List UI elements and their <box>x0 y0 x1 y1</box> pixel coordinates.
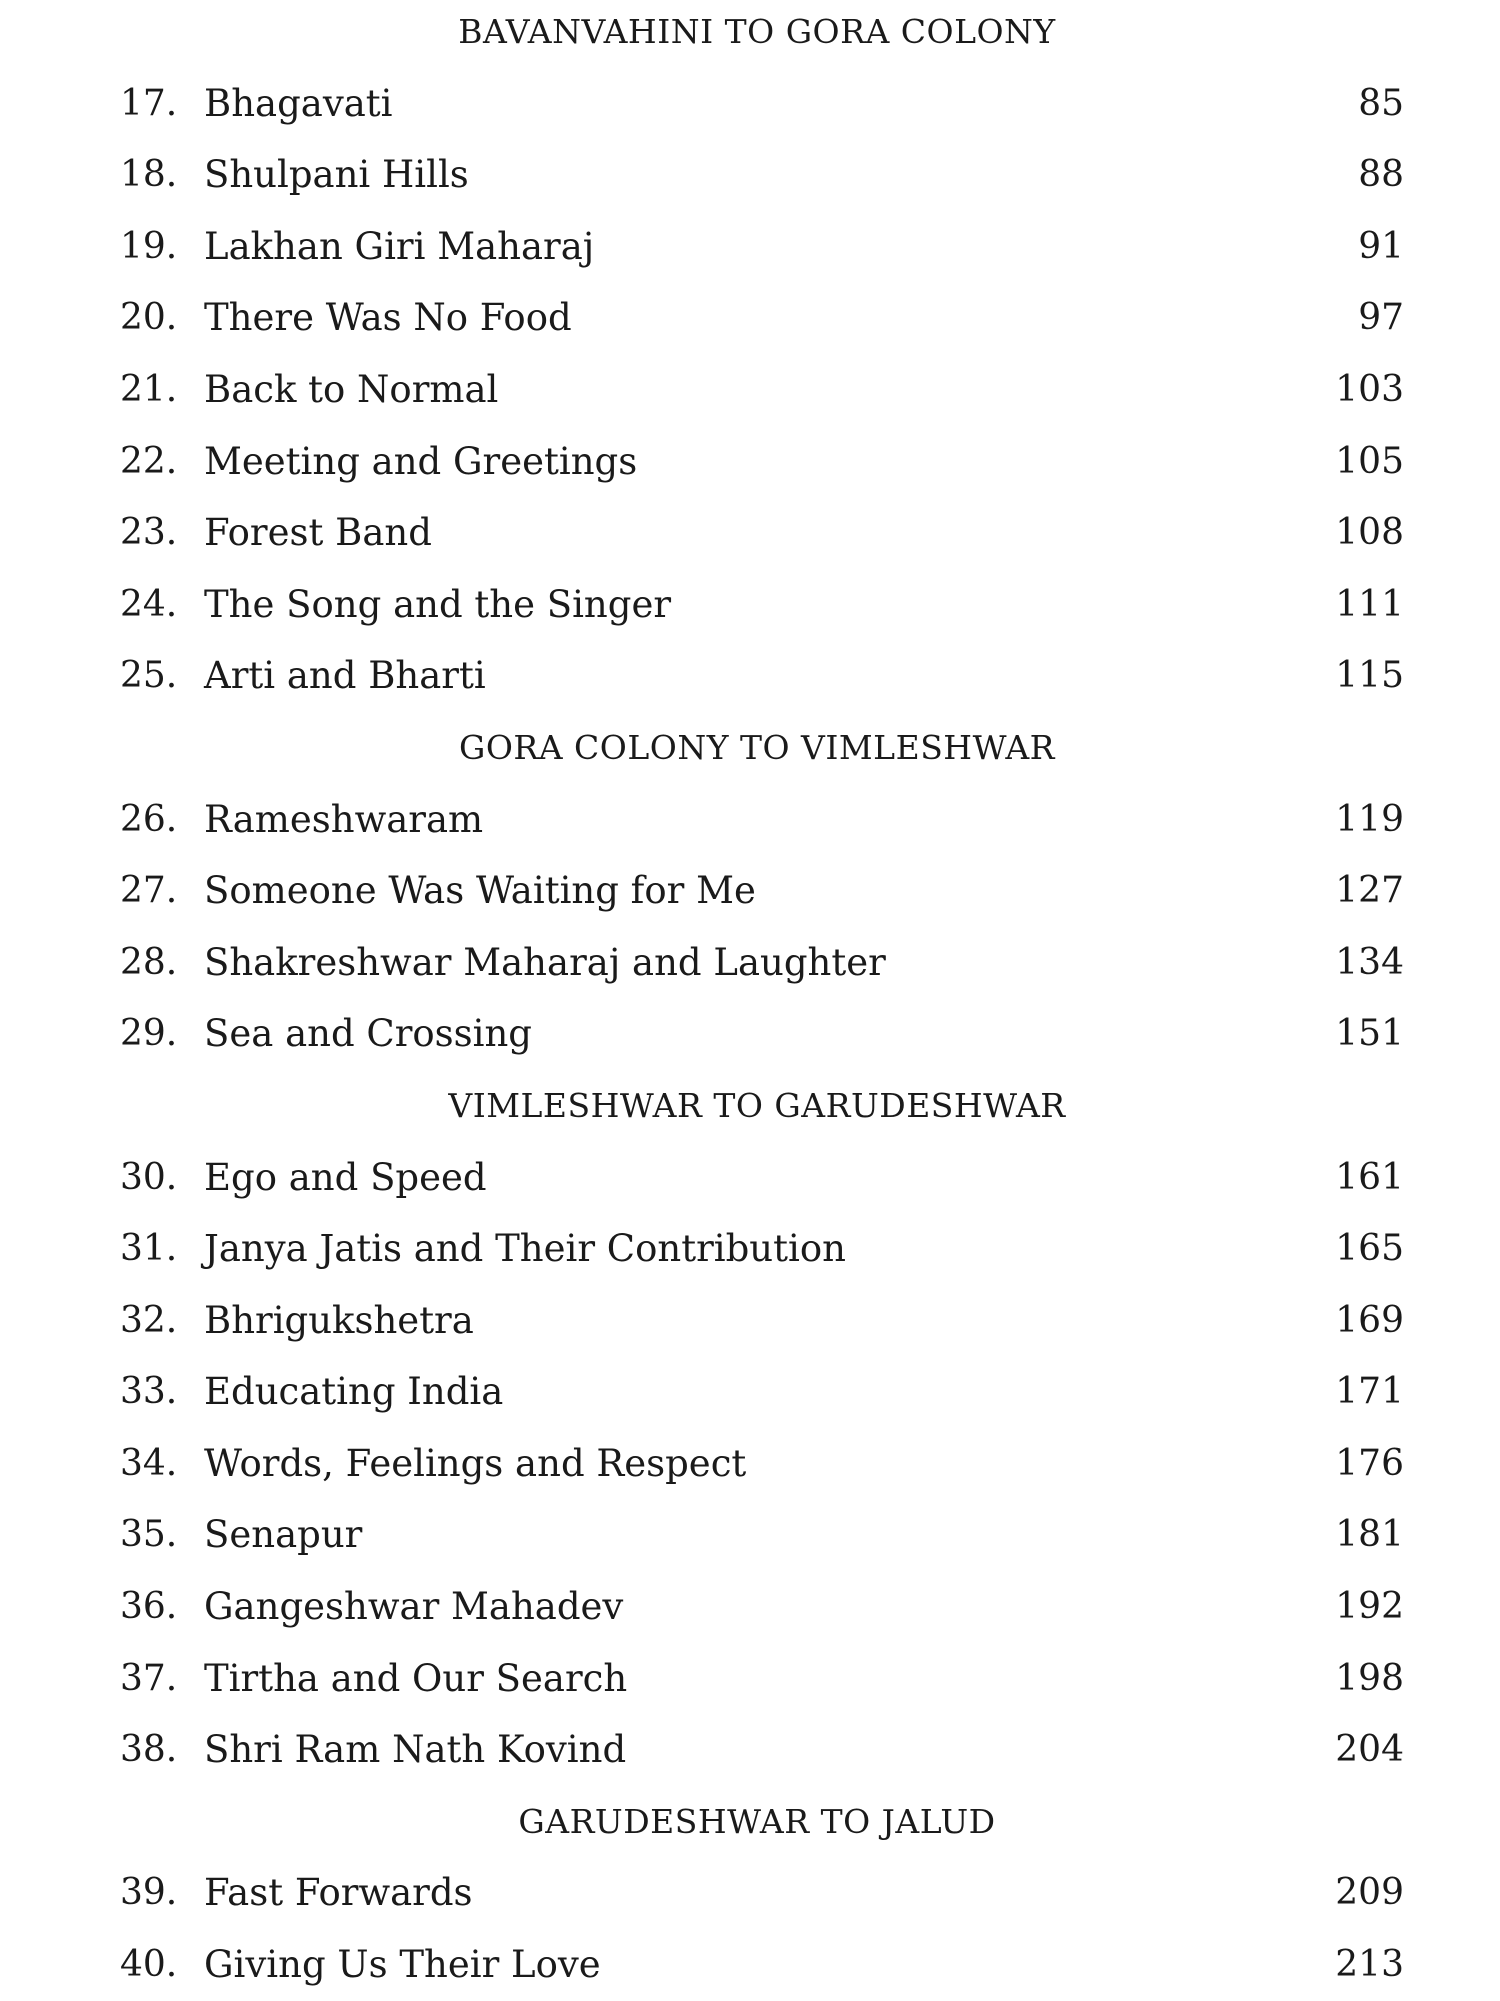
page-number: 97 <box>1358 297 1404 339</box>
chapter-number: 39. <box>120 1872 178 1914</box>
chapter-title: Bhagavati <box>204 81 393 125</box>
toc-entry <box>0 68 1500 140</box>
chapter-number: 38. <box>120 1729 178 1771</box>
chapter-title: Forest Band <box>204 511 432 555</box>
toc-entry <box>0 1142 1500 1214</box>
toc-entry <box>0 1857 1500 1929</box>
toc-entry <box>0 569 1500 641</box>
page-number: 91 <box>1358 225 1404 267</box>
chapter-number: 33. <box>120 1371 178 1413</box>
toc-entry <box>0 1499 1500 1571</box>
chapter-number: 32. <box>120 1299 178 1341</box>
chapter-title: Shakreshwar Maharaj and Laughter <box>204 940 886 984</box>
chapter-title: Tirtha and Our Search <box>204 1656 628 1700</box>
chapter-title: Ego and Speed <box>204 1155 487 1199</box>
chapter-title: Educating India <box>204 1370 504 1414</box>
chapter-number: 29. <box>120 1013 178 1055</box>
chapter-title: Sea and Crossing <box>204 1012 532 1056</box>
section-heading: GARUDESHWAR TO JALUD <box>518 1801 996 1841</box>
toc-entry <box>0 497 1500 569</box>
page-number: 134 <box>1335 941 1404 983</box>
chapter-number: 18. <box>120 154 178 196</box>
chapter-title: There Was No Food <box>204 296 572 340</box>
chapter-number: 30. <box>120 1156 178 1198</box>
page-number: 115 <box>1335 655 1404 697</box>
page-number: 213 <box>1335 1944 1404 1986</box>
chapter-number: 25. <box>120 655 178 697</box>
chapter-number: 21. <box>120 368 178 410</box>
page-number: 108 <box>1335 512 1404 554</box>
section-heading: VIMLESHWAR TO GARUDESHWAR <box>448 1085 1066 1125</box>
page-number: 103 <box>1335 368 1404 410</box>
toc-entry <box>0 1571 1500 1643</box>
chapter-title: Janya Jatis and Their Contribution <box>204 1227 846 1271</box>
chapter-number: 40. <box>120 1944 178 1986</box>
chapter-number: 35. <box>120 1514 178 1556</box>
toc-entry <box>0 640 1500 712</box>
chapter-title: Fast Forwards <box>204 1871 473 1915</box>
chapter-title: Giving Us Their Love <box>204 1943 601 1987</box>
chapter-number: 17. <box>120 82 178 124</box>
page-number: 119 <box>1335 798 1404 840</box>
toc-entry <box>0 139 1500 211</box>
toc-entry <box>0 426 1500 498</box>
toc-entry <box>0 282 1500 354</box>
page-number: 181 <box>1335 1514 1404 1556</box>
chapter-number: 27. <box>120 870 178 912</box>
chapter-number: 22. <box>120 440 178 482</box>
chapter-title: Senapur <box>204 1513 363 1557</box>
page-number: 105 <box>1335 440 1404 482</box>
chapter-title: Shulpani Hills <box>204 153 469 197</box>
toc-entry <box>0 1428 1500 1500</box>
section-heading: BAVANVAHINI TO GORA COLONY <box>458 12 1056 51</box>
chapter-number: 23. <box>120 512 178 554</box>
toc-entry <box>0 1714 1500 1786</box>
page-number: 171 <box>1335 1371 1404 1413</box>
chapter-number: 19. <box>120 225 178 267</box>
chapter-title: Shri Ram Nath Kovind <box>204 1728 627 1772</box>
page-number: 85 <box>1358 82 1404 124</box>
toc-entry <box>0 211 1500 283</box>
chapter-title: The Song and the Singer <box>204 582 672 626</box>
page-number: 176 <box>1335 1442 1404 1484</box>
chapter-title: Bhrigukshetra <box>204 1298 474 1342</box>
page-number: 151 <box>1335 1013 1404 1055</box>
chapter-title: Back to Normal <box>204 367 499 411</box>
chapter-title: Words, Feelings and Respect <box>204 1441 747 1485</box>
chapter-title: Gangeshwar Mahadev <box>204 1585 624 1629</box>
toc-entry <box>0 1213 1500 1285</box>
toc-entry <box>0 1929 1500 2001</box>
chapter-number: 26. <box>120 798 178 840</box>
page-number: 165 <box>1335 1228 1404 1270</box>
toc-entry <box>0 927 1500 999</box>
toc-entry <box>0 784 1500 856</box>
toc-entry <box>0 1643 1500 1715</box>
chapter-number: 20. <box>120 297 178 339</box>
toc-entry <box>0 1356 1500 1428</box>
page-number: 127 <box>1335 870 1404 912</box>
toc-entry <box>0 1285 1500 1357</box>
toc-entry <box>0 354 1500 426</box>
chapter-number: 28. <box>120 941 178 983</box>
toc-entry <box>0 855 1500 927</box>
page-number: 88 <box>1358 154 1404 196</box>
chapter-number: 31. <box>120 1228 178 1270</box>
chapter-title: Meeting and Greetings <box>204 439 638 483</box>
page-number: 209 <box>1335 1872 1404 1914</box>
chapter-number: 34. <box>120 1442 178 1484</box>
section-heading: GORA COLONY TO VIMLESHWAR <box>458 727 1056 767</box>
chapter-number: 36. <box>120 1586 178 1628</box>
page-number: 161 <box>1335 1156 1404 1198</box>
page-number: 204 <box>1335 1729 1404 1771</box>
toc-entry <box>0 998 1500 1070</box>
chapter-title: Lakhan Giri Maharaj <box>204 224 595 268</box>
page-number: 169 <box>1335 1299 1404 1341</box>
chapter-title: Rameshwaram <box>204 797 484 841</box>
page-number: 111 <box>1335 583 1404 625</box>
page-number: 192 <box>1335 1586 1404 1628</box>
chapter-number: 24. <box>120 583 178 625</box>
chapter-number: 37. <box>120 1657 178 1699</box>
chapter-title: Arti and Bharti <box>204 654 486 698</box>
chapter-title: Someone Was Waiting for Me <box>204 869 756 913</box>
page-number: 198 <box>1335 1657 1404 1699</box>
